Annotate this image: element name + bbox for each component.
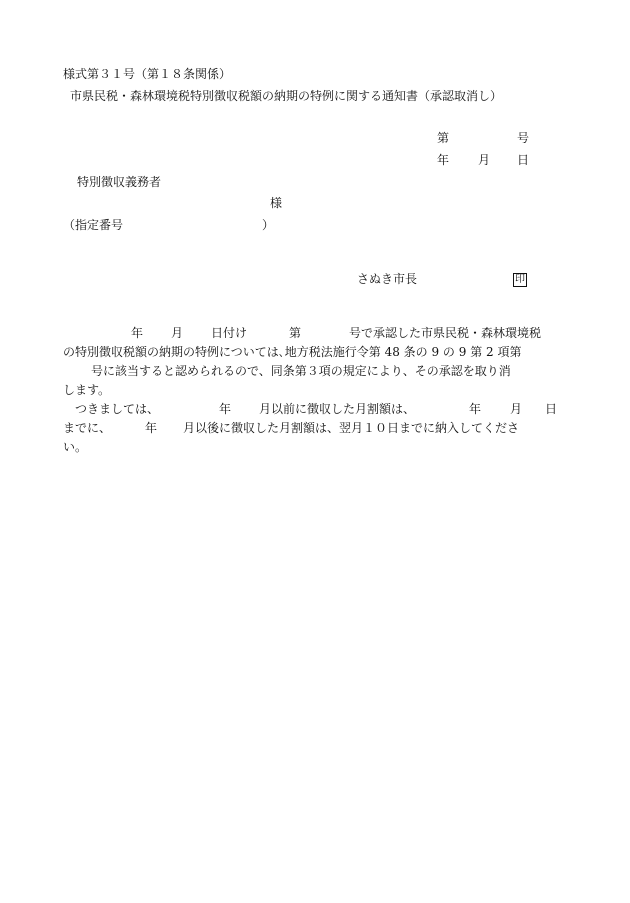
body-line — [63, 400, 561, 419]
seal-icon: 印 — [515, 274, 525, 285]
date-year-label: 年 — [437, 153, 450, 167]
body-number-prefix: 第 — [289, 326, 302, 340]
body-text: い。 — [63, 440, 88, 454]
body-line — [63, 419, 561, 438]
body-text: 号に該当すると認められるので、同条第３項の規定により、その承認を取り消 — [91, 364, 511, 378]
seal-mark — [513, 271, 527, 287]
body-line — [63, 343, 561, 362]
body-month-label: 月 — [510, 402, 523, 416]
doc-number-prefix: 第 — [437, 131, 450, 145]
body-year-label: 年 — [131, 326, 144, 340]
issuer-name: さぬき市長 — [357, 272, 418, 286]
body-line — [63, 324, 561, 343]
body-day-label: 日 — [545, 402, 558, 416]
body-year-label: 年 — [219, 402, 232, 416]
body-year-label: 年 — [145, 421, 158, 435]
recipient-honorific: 様 — [270, 196, 283, 210]
notice-body — [63, 324, 561, 457]
recipient-label: 特別徴収義務者 — [77, 175, 162, 189]
body-text: 月以後に徴収した月割額は、翌月１０日までに納入してくださ — [183, 421, 520, 435]
body-line — [63, 362, 561, 381]
body-text: までに、 — [63, 421, 112, 435]
body-text: つきましては、 — [75, 402, 160, 416]
body-text: します。 — [63, 383, 111, 397]
body-month-label: 月 — [171, 326, 184, 340]
document-title: 市県民税・森林環境税特別徴収税額の納期の特例に関する通知書（承認取消し） — [70, 89, 503, 103]
form-number: 様式第３１号（第１８条関係） — [63, 67, 232, 81]
designation-number-close: ） — [262, 218, 275, 232]
body-text: 号で承認した市県民税・森林環境税 — [349, 326, 542, 340]
body-line — [63, 381, 561, 400]
date-day-label: 日 — [517, 153, 530, 167]
designation-number-open: （指定番号 — [63, 218, 124, 232]
body-year-label: 年 — [469, 402, 482, 416]
body-text: 月以前に徴収した月割額は、 — [259, 402, 416, 416]
doc-number-suffix: 号 — [517, 131, 530, 145]
body-text: の特別徴収税額の納期の特例については､地方税法施行令第 48 条の 9 の 9 第 2 項第 — [63, 345, 522, 359]
body-date-label: 日付け — [211, 326, 248, 340]
date-month-label: 月 — [478, 153, 491, 167]
body-line — [63, 438, 561, 457]
